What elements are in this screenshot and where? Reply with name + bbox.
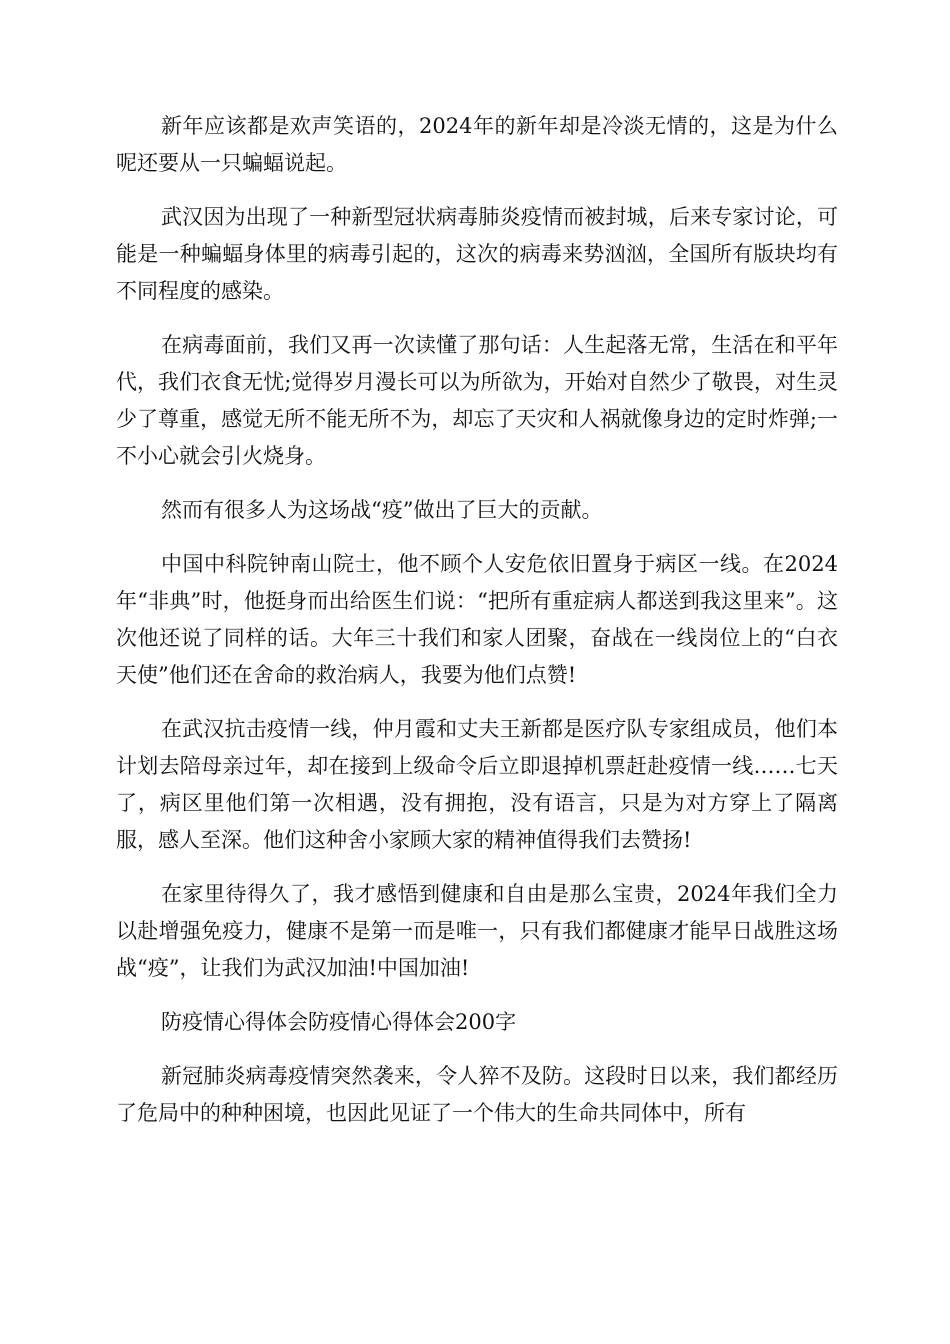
paragraph-contributors: 然而有很多人为这场战“疫”做出了巨大的贡献。 <box>161 498 603 522</box>
section-heading: 防疫情心得体会防疫情心得体会200字 <box>161 1010 517 1034</box>
paragraph-zhong-nanshan: 中国中科院钟南山院士，他不顾个人安危依旧置身于病区一线。在2024年“非典”时，他挺身而出给医生们说：“把所有重症病人都送到我这里来”。这次他还说了同样的话。大年三十我们和家人团聚，奋战在一线岗位上的“白衣天使”他们还在舍命的救治病人，我要为他们点赞! <box>116 552 838 687</box>
document-page <box>116 108 838 1149</box>
paragraph-reflection: 在病毒面前，我们又再一次读懂了那句话：人生起落无常，生活在和平年代，我们衣食无忧;觉得岁月漫长可以为所欲为，开始对自然少了敬畏，对生灵少了尊重，感觉无所不能无所不为，却忘了天灾和人祸就像身边的定时炸弹;一不小心就会引火烧身。 <box>116 333 838 468</box>
paragraph-wuhan-lockdown: 武汉因为出现了一种新型冠状病毒肺炎疫情而被封城，后来专家讨论，可能是一种蝙蝠身体里的病毒引起的，这次的病毒来势汹汹，全国所有版块均有不同程度的感染。 <box>116 205 838 303</box>
paragraph-medical-couple: 在武汉抗击疫情一线，仲月霞和丈夫王新都是医疗队专家组成员，他们本计划去陪母亲过年，却在接到上级命令后立即退掉机票赶赴疫情一线……七天了，病区里他们第一次相遇，没有拥抱，没有语言，只是为对方穿上了隔离服，感人至深。他们这种舍小家顾大家的精神值得我们去赞扬! <box>116 717 838 852</box>
paragraph-health-freedom: 在家里待得久了，我才感悟到健康和自由是那么宝贵，2024年我们全力以赴增强免疫力，健康不是第一而是唯一，只有我们都健康才能早日战胜这场战“疫”，让我们为武汉加油!中国加油! <box>116 882 838 980</box>
paragraph-new-year: 新年应该都是欢声笑语的，2024年的新年却是冷淡无情的，这是为什么呢还要从一只蝙蝠说起。 <box>116 114 838 175</box>
paragraph-covid-outbreak: 新冠肺炎病毒疫情突然袭来，令人猝不及防。这段时日以来，我们都经历了危局中的种种困境，也因此见证了一个伟大的生命共同体中，所有 <box>116 1064 838 1125</box>
